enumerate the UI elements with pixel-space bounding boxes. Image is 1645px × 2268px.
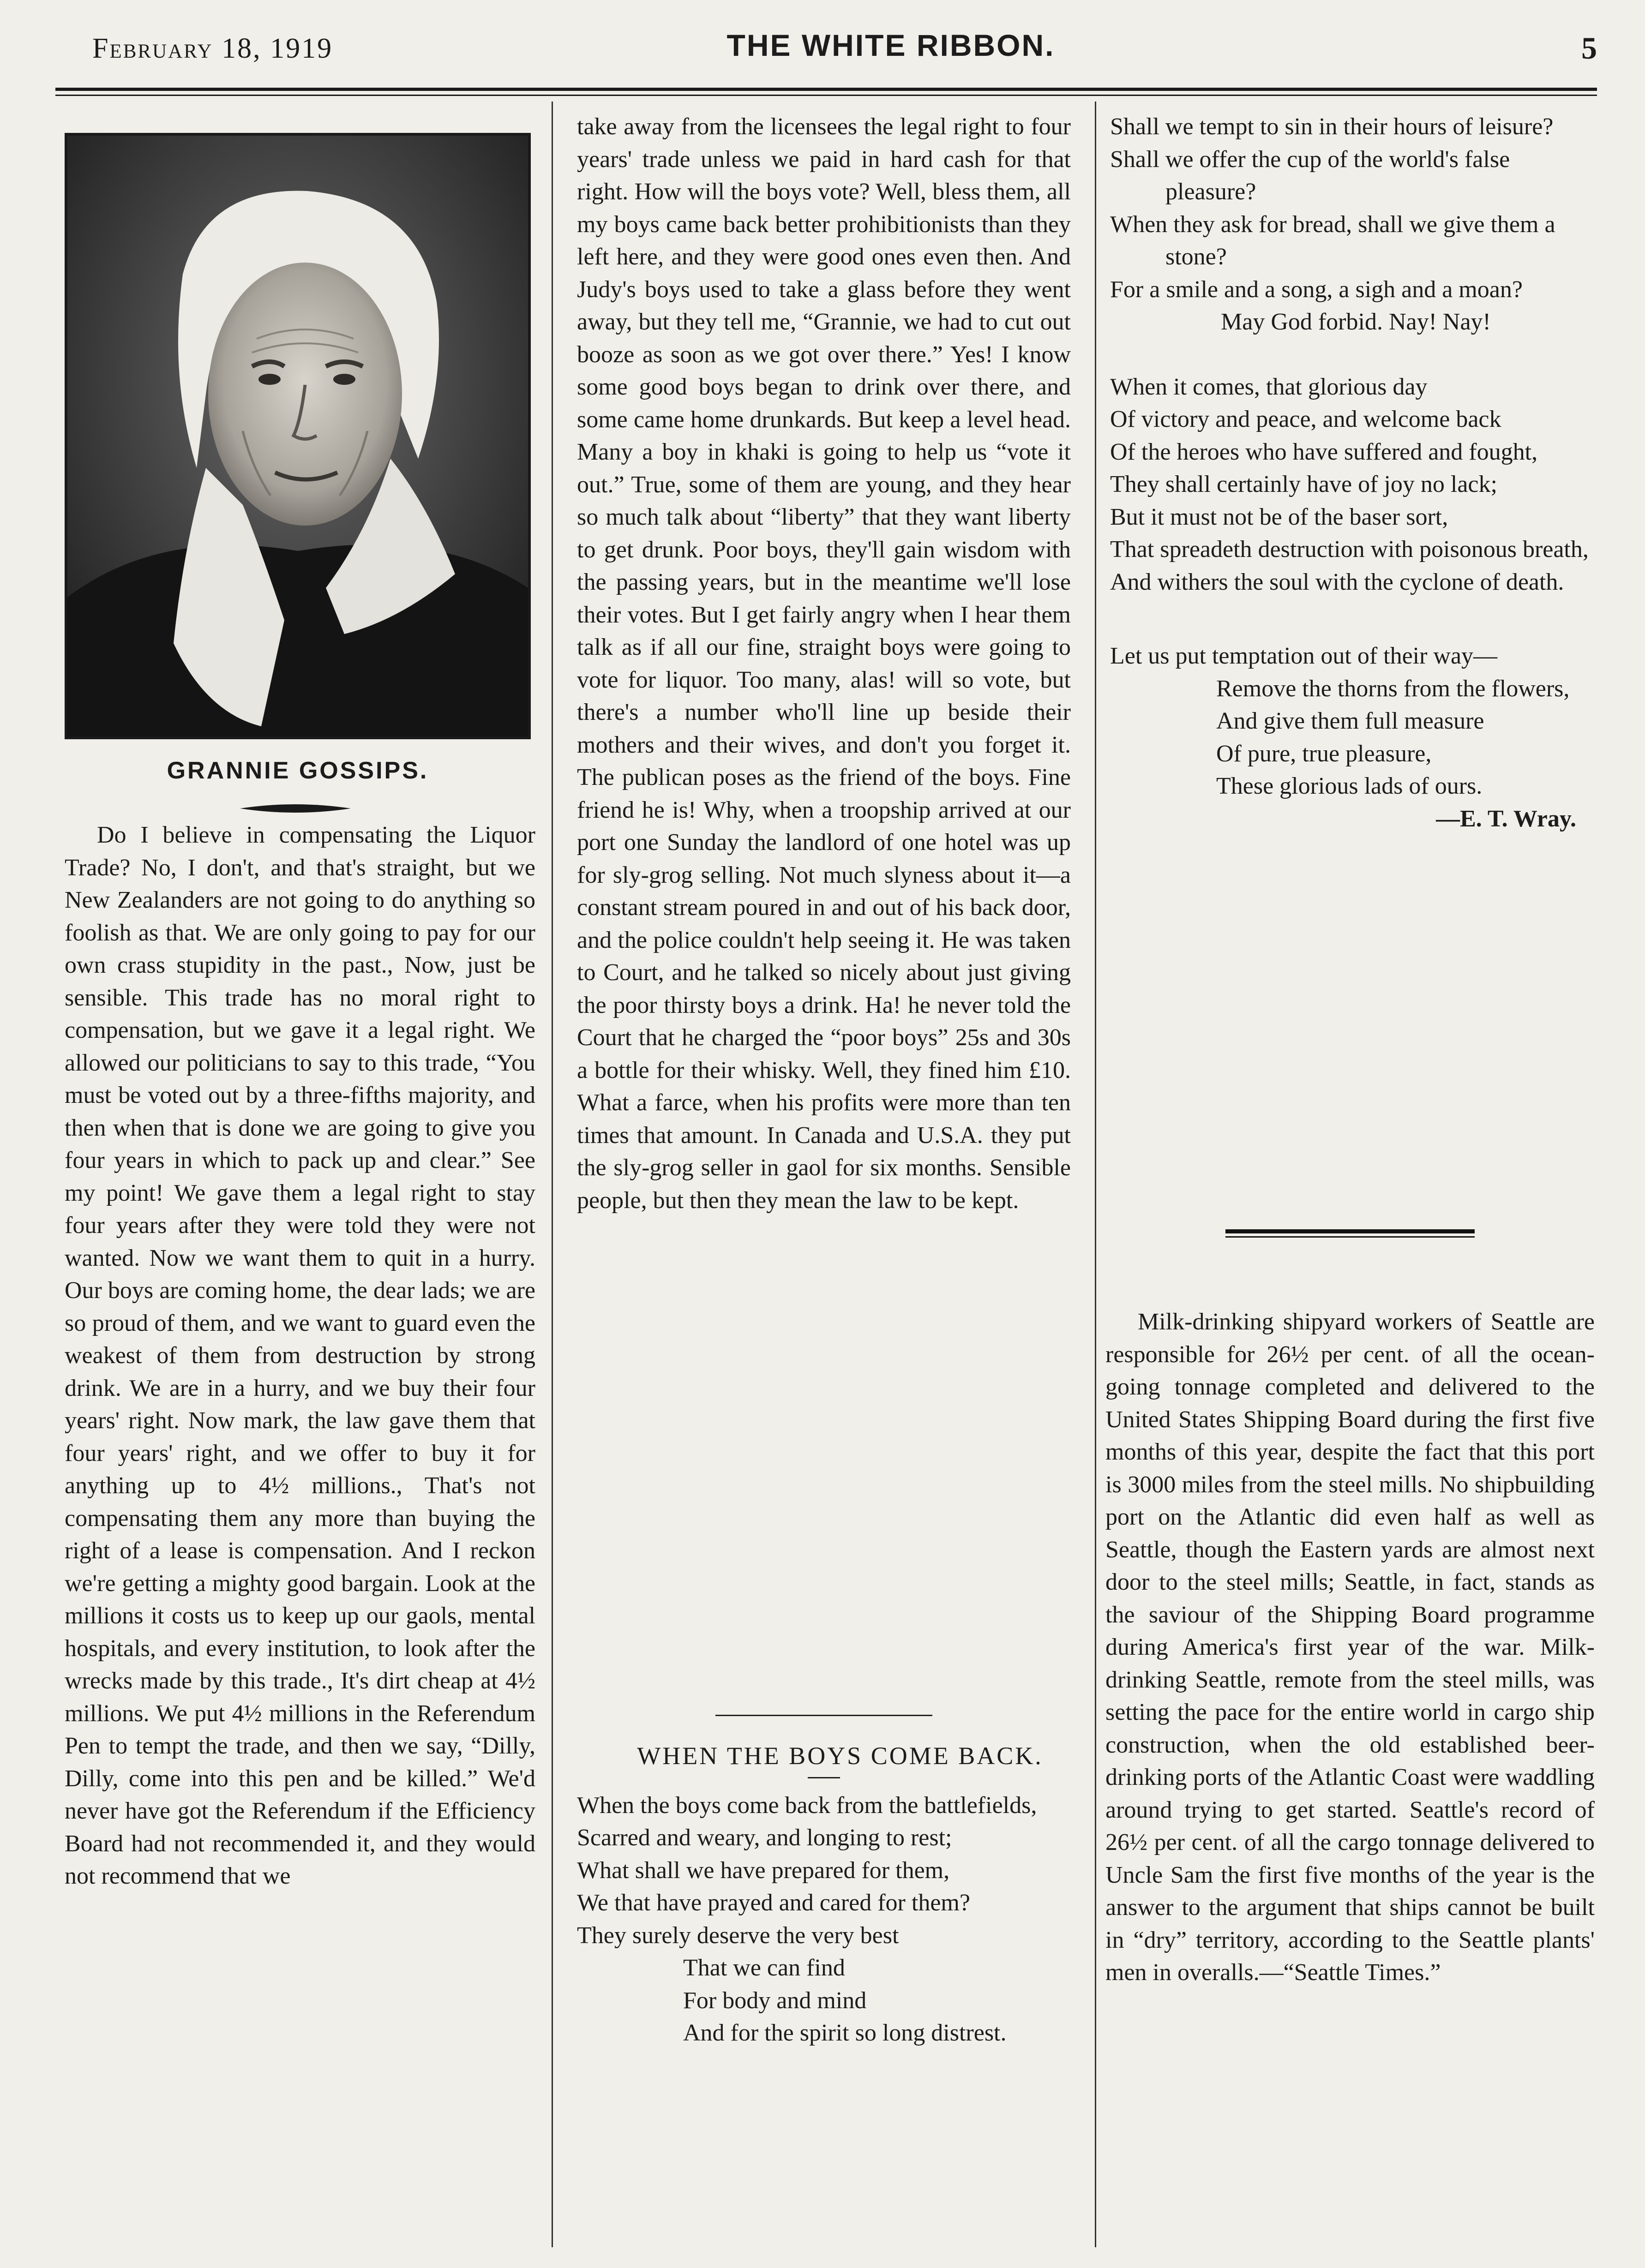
section-rule <box>715 1715 932 1716</box>
poem-line: For a smile and a song, a sigh and a moan? <box>1110 276 1523 303</box>
ornamental-dash <box>240 802 351 815</box>
poem-line: Let us put temptation out of their way— <box>1110 643 1498 669</box>
poem-line: May God forbid. Nay! Nay! <box>1221 309 1491 335</box>
poem-stanza-1 <box>577 1789 1071 2050</box>
header-rule-thin <box>55 95 1597 96</box>
poem-line: Shall we tempt to sin in their hours of leisure? <box>1110 114 1554 140</box>
poem-line: When they ask for bread, shall we give them a stone? <box>1110 211 1555 270</box>
poem-line: And withers the soul with the cyclone of death. <box>1110 568 1564 595</box>
poem-line: Of pure, true pleasure, <box>1216 740 1432 767</box>
masthead: THE WHITE RIBBON. <box>726 28 1055 62</box>
poem-block-continued <box>1110 111 1604 835</box>
poem-line: That spreadeth destruction with poisonous breath, <box>1110 536 1589 563</box>
poem-line: These glorious lads of ours. <box>1216 773 1483 799</box>
portrait-illustration <box>67 136 528 736</box>
poem-line: We that have prayed and cared for them? <box>577 1890 970 1916</box>
poem-line: Of the heroes who have suffered and fought, <box>1110 438 1538 465</box>
column-divider <box>1095 102 1096 2247</box>
article-text-part-1: Do I believe in compensating the Liquor Trade? No, I don't, and that's straight, but we New Zealanders are not going to do anything so foolish as that. We are only going to pay for our own crass stupidity in the past., Now, just be sensible. This trade has no moral right to compensation, but we gave it a legal right. We allowed our politicians to say to this trade, “You must be voted out by a three-fifths majority, and then when that is done we are going to give you four years in which to pack up and clear.” See my point! We gave them a legal right to stay four years after they were told they were not wanted. Now we want them to quit in a hurry. Our boys are coming home, the dear lads; we are so proud of them, and we want to guard even the weakest of them from destruction by strong drink. We are in a hurry, and we buy their four years' right. Now mark, the law gave them that four years' right, and we offer to buy it for anything up to 4½ millions., That's not compensating them any more than buying the right of a lease is compensation. And I reckon we're getting a mighty good bargain. Look at the millions it costs us to keep up our gaols, mental hospitals, and every institution, to look after the wrecks made by this trade., It's dirt cheap at 4½ millions. We put 4½ millions in the Referendum Pen to tempt the trade, and then we say, “Dilly, Dilly, come into this pen and be killed.” We'd never have got the Referendum if the Efficiency Board had not recommended it, and they would not recommend that we <box>65 822 535 1889</box>
page-number: 5 <box>1581 30 1597 66</box>
poem-line: Of victory and peace, and welcome back <box>1110 406 1501 432</box>
photo-caption: GRANNIE GOSSIPS. <box>167 757 429 784</box>
section-divider <box>1225 1229 1475 1238</box>
poem-line: And for the spirit so long distrest. <box>683 2020 1007 2046</box>
poem-line: Scarred and weary, and longing to rest; <box>577 1825 952 1851</box>
seattle-milk-article <box>1105 1306 1595 1989</box>
poem-line: They shall certainly have of joy no lack; <box>1110 471 1497 497</box>
poem-line: Shall we offer the cup of the world's false pleasure? <box>1110 146 1510 205</box>
title-rule <box>808 1777 840 1778</box>
article-column-2 <box>577 111 1071 1680</box>
poem-line: But it must not be of the baser sort, <box>1110 503 1448 530</box>
seattle-article-text: Milk-drinking shipyard workers of Seattle are responsible for 26½ per cent. of all the ocean-going tonnage completed and delivered to the United States Shipping Board during the first five months of this year, despite the fact that this port is 3000 miles from the steel mills. No shipbuilding port on the Atlantic did even half as well as Seattle, though the Eastern yards are almost next door to the steel mills; Seattle, in fact, stands as the saviour of the Shipping Board programme during America's first year of the war. Milk-drinking Seattle, remote from the steel mills, was setting the pace for the entire world in cargo ship construction, when the old established beer-drinking ports of the Atlantic Coast were waddling around trying to get started. Seattle's record of 26½ per cent. of all the cargo tonnage delivered to Uncle Sam the first five months of the year is the answer to the argument that ships cannot be built in “dry” territory, according to the Seattle plants' men in overalls.—“Seattle Times.” <box>1105 1309 1595 1986</box>
grannie-portrait-photo <box>65 133 531 739</box>
header-rule <box>55 88 1597 91</box>
article-column-1 <box>65 819 535 2250</box>
article-text-part-2: take away from the licensees the legal right to four years' trade unless we paid in hard cash for that right. How will the boys vote? Well, bless them, all my boys came back better prohibitionists than they left here, and they were good ones even then. And Judy's boys used to take a glass before they went away, but they tell me, “Grannie, we had to cut out booze as soon as we got over there.” Yes! I know some good boys began to drink over there, and some came home drunkards. But keep a level head. Many a boy in khaki is going to help us “vote it out.” True, some of them are young, and they hear so much talk about “liberty” that they want liberty to get drunk. Poor boys, they'll gain wisdom with the passing years, but in the meantime we'll lose their votes. But I get fairly angry when I hear them talk as if all our fine, straight boys were going to vote for liquor. Too many, alas! will so vote, but there's a number who'll line up beside their mothers and their wives, and don't you forget it. The publican poses as the friend of the boys. Fine friend he is! Why, when a troopship arrived at our port one Sunday the landlord of one hotel was up for sly-grog selling. Not much slyness about it—a constant stream poured in and out of his back door, and the police couldn't help seeing it. He was taken to Court, and he talked so nicely about just giving the poor thirsty boys a drink. Ha! he never told the Court that he charged the “poor boys” 25s and 30s a bottle for their whisky. Well, they fined him £10. What a farce, when his profits were more than ten times that amount. In Canada and U.S.A. they put the sly-grog seller in gaol for six months. Sensible people, but then they mean the law to be kept. <box>577 114 1071 1214</box>
running-head <box>92 28 1615 78</box>
poem-line: And give them full measure <box>1216 708 1484 734</box>
poem-line: When it comes, that glorious day <box>1110 373 1428 400</box>
poem-line: When the boys come back from the battlefields, <box>577 1792 1037 1819</box>
poem-line: They surely deserve the very best <box>577 1922 899 1949</box>
poem-stanza-2 <box>1110 111 1604 339</box>
poem-line: What shall we have prepared for them, <box>577 1857 950 1884</box>
poem-line: That we can find <box>683 1955 845 1981</box>
column-divider <box>552 102 553 2247</box>
poem-stanza-3 <box>1110 371 1604 599</box>
poem-stanza-4 <box>1110 640 1604 803</box>
poem-block-start <box>577 1740 1071 2050</box>
poem-line: Remove the thorns from the flowers, <box>1216 675 1570 702</box>
poem-author: —E. T. Wray. <box>1436 805 1576 832</box>
poem-title: WHEN THE BOYS COME BACK. <box>637 1742 1043 1770</box>
poem-line: For body and mind <box>683 1987 867 2014</box>
issue-date: February 18, 1919 <box>92 33 333 64</box>
